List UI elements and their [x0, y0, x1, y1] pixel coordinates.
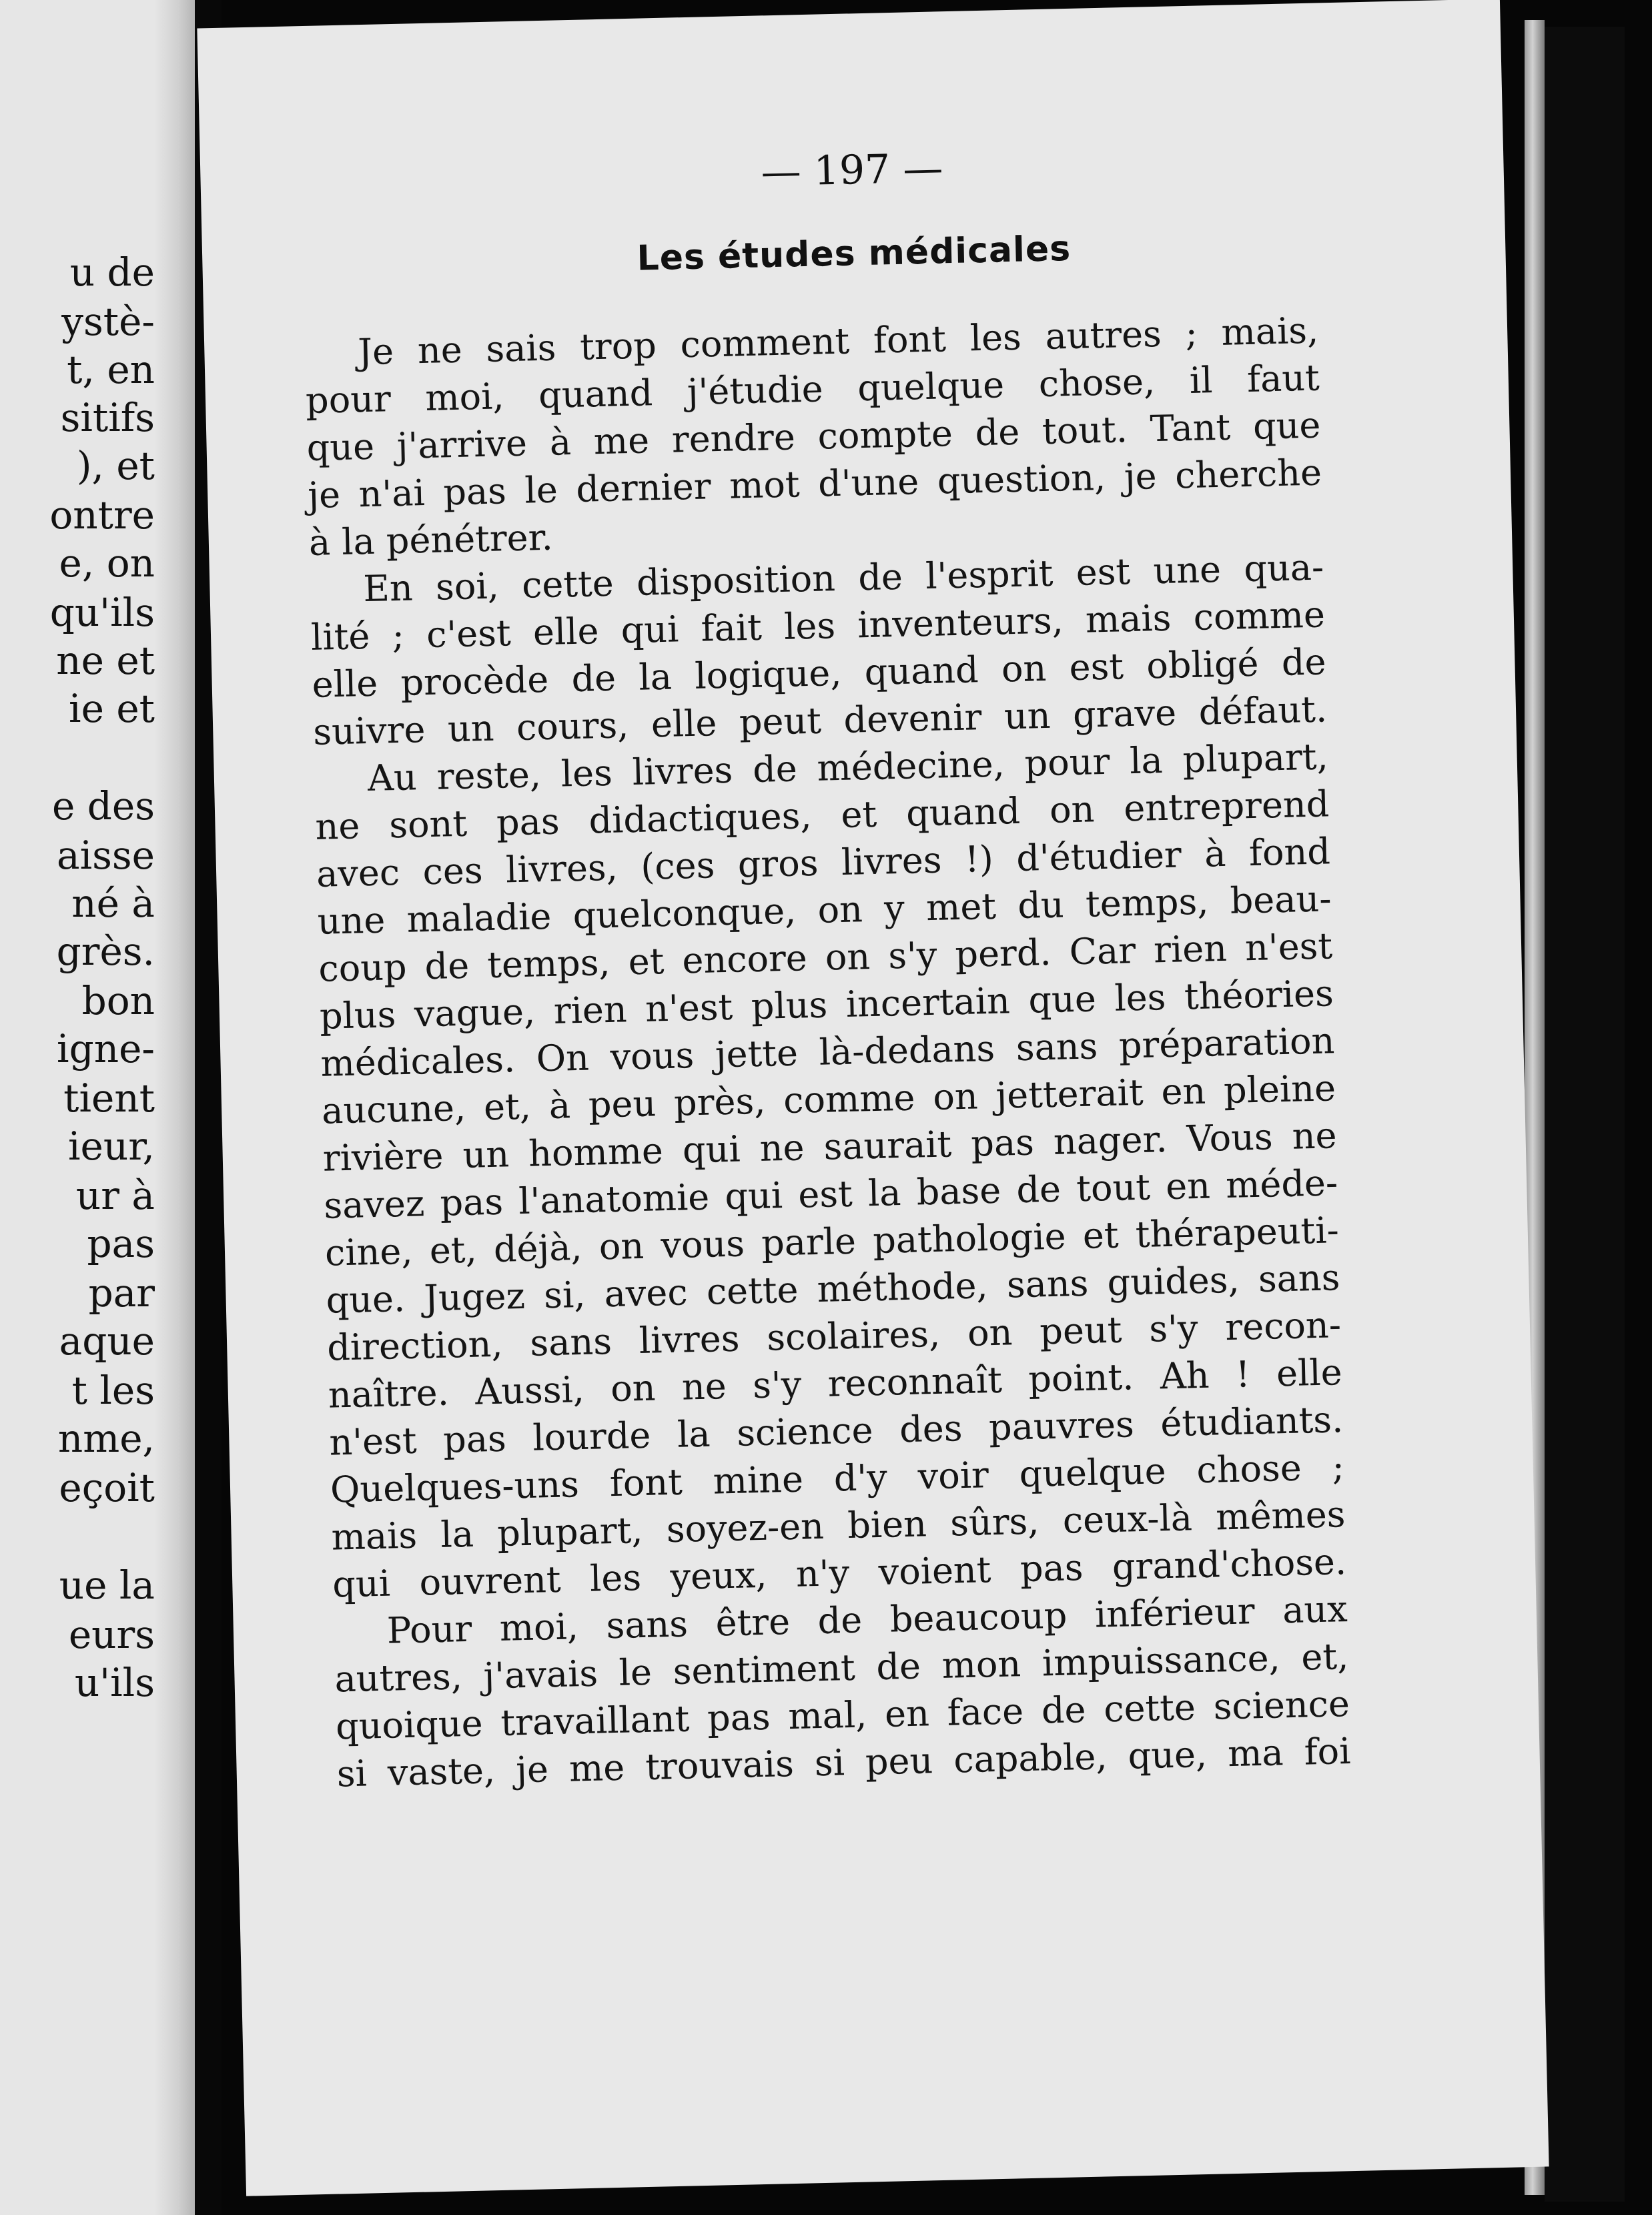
- text-line: pour moi, quand j'étudie quelque chose, il faut: [305, 356, 1320, 422]
- previous-page-line: u de: [69, 250, 155, 295]
- text-line: quoique travaillant pas mal, en face de cette science: [335, 1683, 1350, 1748]
- text-line: savez pas l'anatomie qui est la base de tout en méde-: [323, 1162, 1338, 1227]
- text-line: ne sont pas didactiques, et quand on entreprend: [314, 783, 1330, 848]
- text-line: Quelques-uns font mine d'y voir quelque chose ;: [330, 1446, 1345, 1511]
- text-line: Au reste, les livres de médecine, pour la plupart,: [367, 735, 1329, 800]
- previous-page-line: eçoit: [59, 1465, 155, 1510]
- previous-page-line: ne et: [56, 638, 155, 683]
- text-line: Pour moi, sans être de beaucoup inférieur aux: [386, 1588, 1348, 1652]
- previous-page-line: ur à: [75, 1173, 155, 1218]
- text-line: naître. Aussi, on ne s'y reconnaît point. Ah ! elle: [328, 1351, 1343, 1416]
- previous-page-line: aque: [59, 1318, 155, 1364]
- previous-page-line: grès.: [56, 929, 155, 974]
- previous-page-line: né à: [71, 881, 155, 926]
- previous-page-fragment: [0, 0, 195, 2215]
- text-line: plus vague, rien n'est plus incertain que les théories: [319, 972, 1334, 1037]
- text-line: En soi, cette disposition de l'esprit est une qua-: [362, 546, 1324, 610]
- page-body-text: [304, 307, 1352, 1798]
- page-number: — 197 —: [760, 145, 944, 196]
- previous-page-line: nme,: [57, 1416, 155, 1461]
- text-line: n'est pas lourde la science des pauvres étudiants.: [328, 1398, 1344, 1464]
- text-line: si vaste, je me trouvais si peu capable, que, ma foi: [336, 1730, 1352, 1795]
- previous-page-line: ue la: [59, 1563, 155, 1608]
- previous-page-line: e, on: [59, 540, 155, 586]
- previous-page-line: ieur,: [67, 1124, 155, 1169]
- text-line: je n'ai pas le dernier mot d'une question, je cherche: [307, 451, 1322, 516]
- text-line: médicales. On vous jette là-dedans sans préparation: [320, 1019, 1335, 1085]
- previous-page-line: par: [88, 1270, 155, 1316]
- previous-page-line: sitifs: [60, 395, 155, 440]
- text-line: qui ouvrent les yeux, n'y voient pas grand'chose.: [332, 1540, 1347, 1606]
- previous-page-line: tient: [63, 1075, 155, 1121]
- previous-page-line: ystè-: [61, 299, 155, 344]
- previous-page-line: ), et: [76, 443, 155, 488]
- previous-page-line: qu'ils: [49, 590, 155, 635]
- previous-page-line: ie et: [69, 686, 155, 731]
- text-line: Je ne sais trop comment font les autres ; mais,: [357, 309, 1319, 374]
- text-line: aucune, et, à peu près, comme on jetterait en pleine: [321, 1067, 1336, 1132]
- previous-page-line: t les: [71, 1368, 155, 1413]
- text-line: que. Jugez si, avec cette méthode, sans guides, sans: [325, 1256, 1341, 1322]
- previous-page-line: e des: [52, 783, 155, 829]
- text-line: coup de temps, et encore on s'y perd. Car rien n'est: [318, 925, 1333, 990]
- previous-page-line: ontre: [49, 492, 155, 538]
- text-line: autres, j'avais le sentiment de mon impuissance, et,: [334, 1635, 1349, 1701]
- previous-page-line: eurs: [68, 1612, 155, 1657]
- text-line: une maladie quelconque, on y met du temps, beau-: [317, 877, 1332, 943]
- book-page: [197, 0, 1549, 2196]
- text-line: cine, et, déjà, on vous parle pathologie et thérapeuti-: [324, 1209, 1340, 1274]
- previous-page-line: pas: [87, 1221, 155, 1266]
- text-line: à la pénétrer.: [308, 516, 554, 564]
- text-line: elle procède de la logique, quand on est obligé de: [312, 640, 1327, 706]
- book-cover-edge: [1545, 27, 1625, 2202]
- text-line: mais la plupart, soyez-en bien sûrs, ceux-là mêmes: [331, 1493, 1346, 1559]
- text-line: que j'arrive à me rendre compte de tout. Tant que: [306, 404, 1322, 469]
- previous-page-line: bon: [81, 978, 155, 1023]
- previous-page-line: t, en: [67, 347, 155, 392]
- previous-page-line: u'ils: [74, 1660, 155, 1705]
- text-line: avec ces livres, (ces gros livres !) d'étudier à fond: [316, 830, 1331, 895]
- previous-page-gutter: [155, 0, 195, 2215]
- text-line: suivre un cours, elle peut devenir un grave défaut.: [312, 688, 1328, 753]
- previous-page-line: igne-: [57, 1026, 155, 1071]
- text-line: direction, sans livres scolaires, on peut s'y recon-: [326, 1304, 1342, 1369]
- text-line: rivière un homme qui ne saurait pas nager. Vous ne: [322, 1114, 1338, 1180]
- previous-page-line: aisse: [57, 833, 155, 878]
- chapter-title: Les études médicales: [636, 228, 1072, 279]
- text-line: lité ; c'est elle qui fait les inventeurs, mais comme: [310, 593, 1326, 658]
